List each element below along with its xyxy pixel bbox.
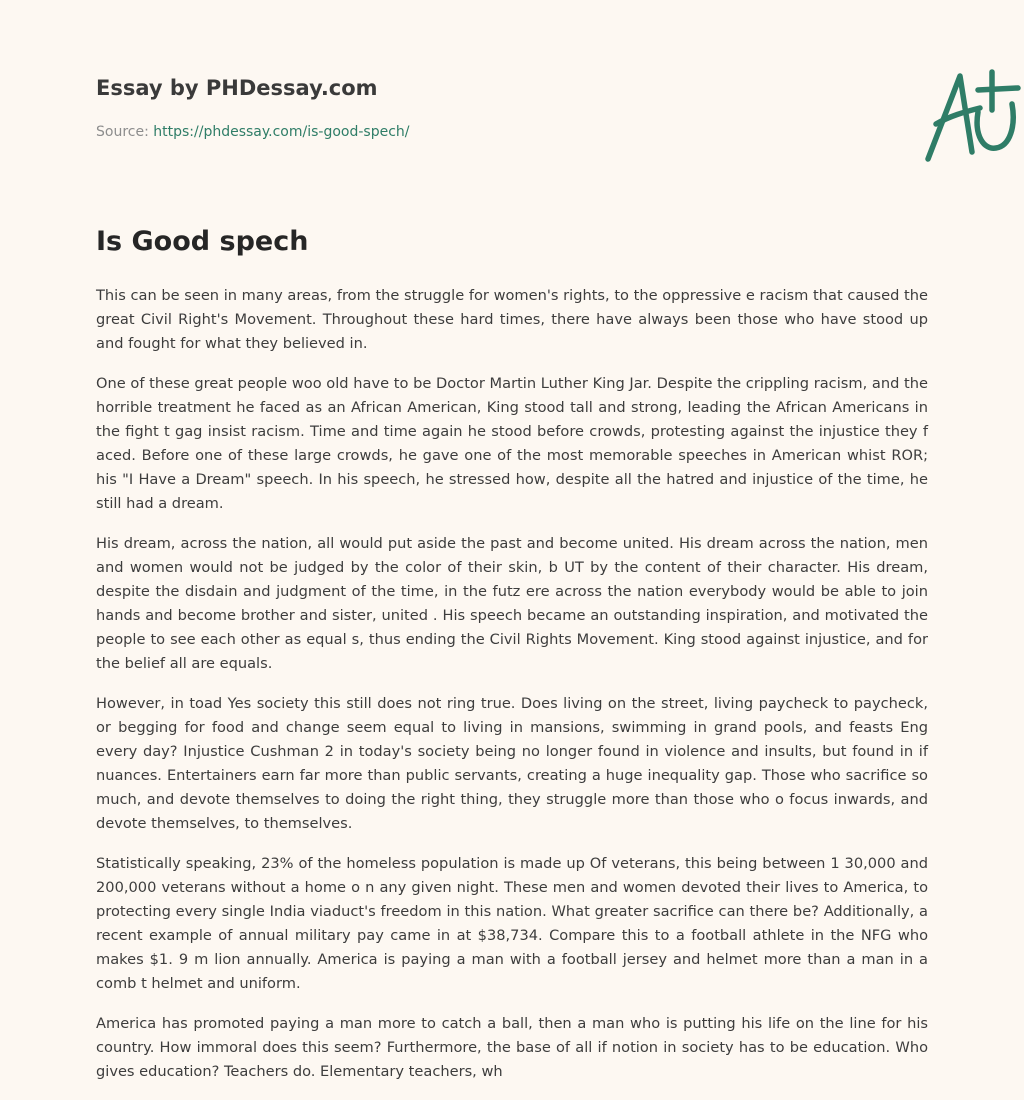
essay-paragraph: One of these great people woo old have to be Doctor Martin Luther King Jar. Despite the crippling racism, and the horrible treatment he faced as an African American, King stood tall and strong, leading the African Americans in the fight t gag insist racism. Time and time again he stood before crowds, protesting against the injustice they f aced. Before one of these large crowds, he gave one of the most memorable speeches in American whist ROR; his "I Have a Dream" speech. In his speech, he stressed how, despite all the hatred and injustice of the time, he still had a dream. xyxy=(96,375,928,512)
a-plus-logo xyxy=(918,64,1024,168)
source-link[interactable]: https://phdessay.com/is-good-spech/ xyxy=(153,124,410,140)
source-label: Source: xyxy=(96,124,149,140)
source-line xyxy=(96,124,410,140)
essay-paragraph: Statistically speaking, 23% of the homeless population is made up Of veterans, this being between 1 30,000 and 200,000 veterans without a home o n any given night. These men and women devoted their lives to America, to protecting every single India viaduct's freedom in this nation. What greater sacrifice can there be? Additionally, a recent example of annual military pay came in at $38,734. Compare this to a football athlete in the NFG who makes $1. 9 m lion annually. America is paying a man with a football jersey and helmet more than a man in a comb t helmet and uniform. xyxy=(96,855,928,992)
essay-title: Is Good spech xyxy=(96,226,309,257)
essay-paragraph: This can be seen in many areas, from the struggle for women's rights, to the oppressive e racism that caused the great Civil Right's Movement. Throughout these hard times, there have always been those who have stood up and fought for what they believed in. xyxy=(96,287,928,352)
essay-paragraph: However, in toad Yes society this still does not ring true. Does living on the street, living paycheck to paycheck, or begging for food and change seem equal to living in mansions, swimming in grand pools, and feasts Eng every day? Injustice Cushman 2 in today's society being no longer found in violence and insults, but found in if nuances. Entertainers earn far more than public servants, creating a huge inequality gap. Those who sacrifice so much, and devote themselves to doing the right thing, they struggle more than those who o focus inwards, and devote themselves, to themselves. xyxy=(96,695,928,832)
site-title: Essay by PHDessay.com xyxy=(96,76,378,100)
essay-paragraph: His dream, across the nation, all would put aside the past and become united. His dream across the nation, men and women would not be judged by the color of their skin, b UT by the content of their character. His dream, despite the disdain and judgment of the time, in the futz ere across the nation everybody would be able to join hands and become brother and sister, united . His speech became an outstanding inspiration, and motivated the people to see each other as equal s, thus ending the Civil Rights Movement. King stood against injustice, and for the belief all are equals. xyxy=(96,535,928,672)
essay-paragraph: America has promoted paying a man more to catch a ball, then a man who is putting his life on the line for his country. How immoral does this seem? Furthermore, the base of all if notion in society has to be education. Who gives education? Teachers do. Elementary teachers, wh xyxy=(96,1015,928,1080)
essay-body xyxy=(96,284,928,1100)
